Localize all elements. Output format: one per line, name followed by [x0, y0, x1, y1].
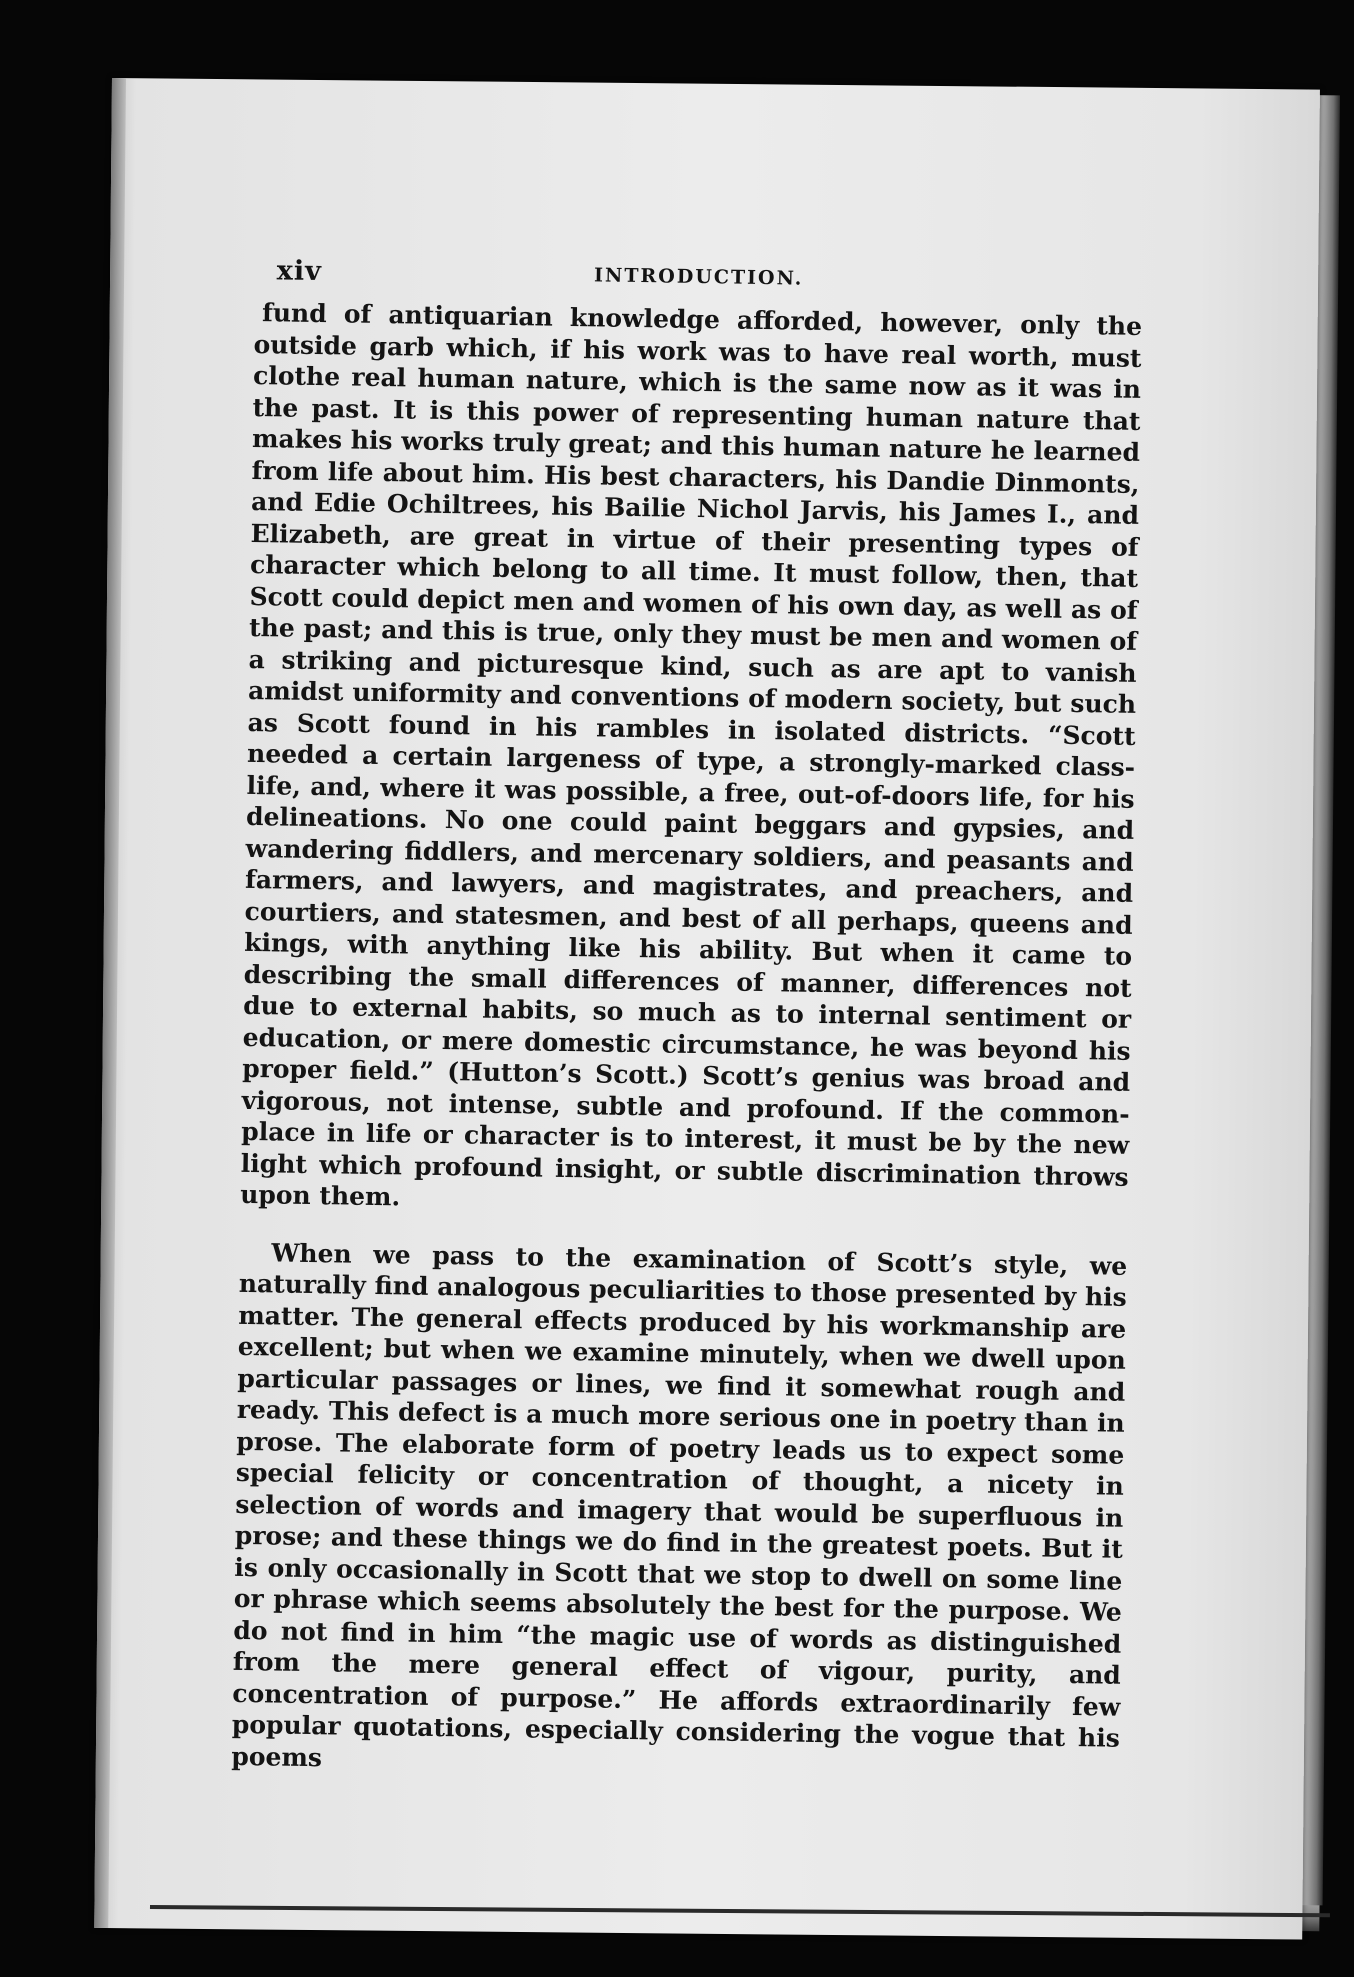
running-head: INTRODUCTION.	[593, 264, 804, 290]
body-text	[231, 297, 1142, 1786]
paragraph-2: When we pass to the examination of Scott’s style, we naturally find analogous peculiarities to those presented by his matter. The general effects produced by his workmanship are excellent; but when we examine minutely, when we dwell upon particular passages or lines, we find it somewhat rough and ready. This defect is a much more serious one in poetry than in prose. The elaborate form of poetry leads us to expect some special felicity or concentration of thought, a nicety in selection of words and imagery that would be superfluous in prose; and these things we do find in the greatest poets. But it is only occasionally in Scott that we stop to dwell on some line or phrase which seems absolutely the best for the purpose. We do not find in him “the magic use of words as distinguished from the mere general effect of vigour, purity, and concentration of purpose.” He affords extraordinarily few popular quotations, especially considering the vogue that his poems	[231, 1237, 1128, 1772]
paragraph-1: fund of antiquarian knowledge afforded, however, only the outside garb which, if his work was to have real worth, must clothe real human nature, which is the same now as it was in the past. It is this power of representing human nature that makes his works truly great; and this human nature he learned from life about him. His best characters, his Dandie Dinmonts, and Edie Ochiltrees, his Bailie Nichol Jarvis, his James I., and Elizabeth, are great in virtue of their presenting types of character which belong to all time. It must follow, then, that Scott could depict men and women of his own day, as well as of the past; and this is true, only they must be men and women of a striking and picturesque kind, such as are apt to vanish amidst uniformity and conventions of modern society, but such as Scott found in his rambles in isolated districts. “Scott needed a certain largeness of type, a strongly-marked class-life, and, where it was possible, a free, out-of-doors life, for his delineations. No one could paint beggars and gypsies, and wandering fiddlers, and mercenary soldiers, and peasants and farmers, and lawyers, and magistrates, and preachers, and courtiers, and statesmen, and best of all perhaps, queens and kings, with anything like his ability. But when it came to describing the small differences of manner, differences not due to external habits, so much as to internal sentiment or education, or mere domestic circumstance, he was beyond his proper field.” (Hutton’s Scott.) Scott’s genius was broad and vigorous, not intense, subtle and profound. If the common-place in life or character is to interest, it must be by the new light which profound insight, or subtle discrimination throws upon them.	[240, 298, 1143, 1212]
page-content	[231, 255, 1143, 1786]
page-number: xiv	[276, 255, 323, 288]
